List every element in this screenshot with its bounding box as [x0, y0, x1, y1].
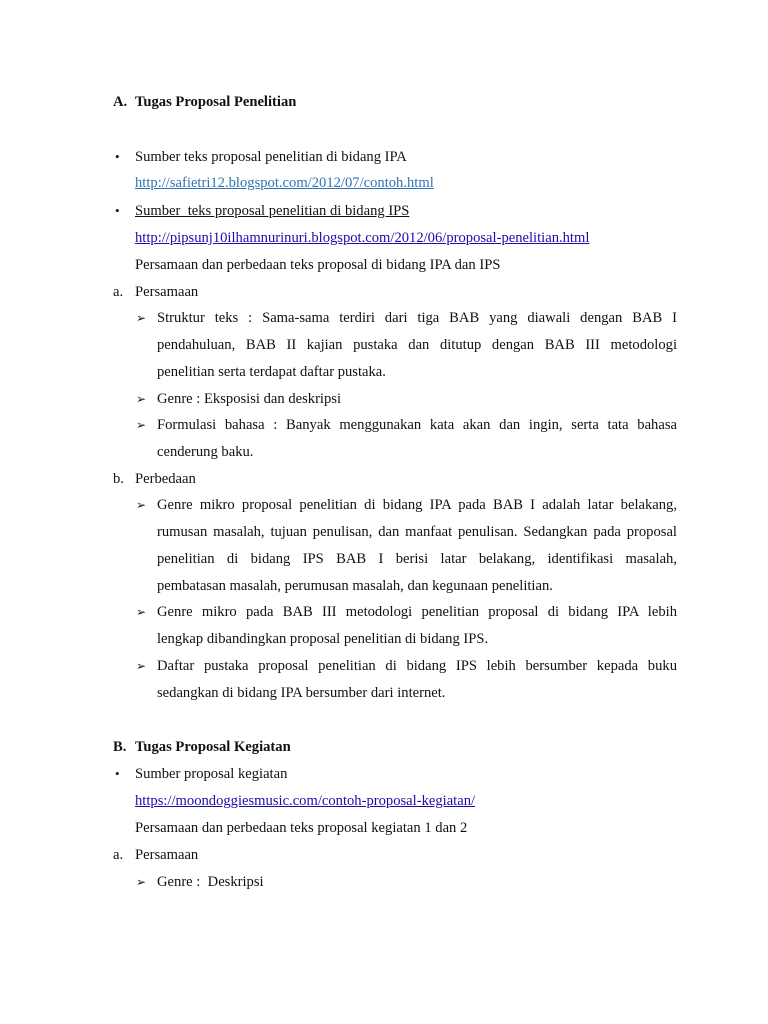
struktur-line-3: penelitian serta terdapat daftar pustaka.	[157, 364, 386, 380]
perbedaan-1-line-1: Genre mikro proposal penelitian di bidang IPA pada BAB I adalah latar belakang,	[157, 497, 677, 513]
perbedaan-3-line-1: Daftar pustaka proposal penelitian di bidang IPS lebih bersumber kepada buku	[157, 658, 677, 674]
perbedaan-1-line-2: rumusan masalah, tujuan penulisan, dan manfaat penulisan. Sedangkan pada proposal	[157, 524, 677, 540]
section-a-title: Tugas Proposal Penelitian	[135, 94, 297, 110]
formulasi-line-2: cenderung baku.	[157, 444, 254, 460]
section-b-letter: B.	[113, 739, 127, 755]
struktur-line-1: Struktur teks : Sama-sama terdiri dari tiga BAB yang diawali dengan BAB I	[157, 310, 677, 326]
kegiatan-source-text: Sumber proposal kegiatan	[135, 766, 288, 782]
perbedaan-2-line-2: lengkap dibandingkan proposal penelitian di bidang IPS.	[157, 631, 489, 647]
ips-source-text: Sumber teks proposal penelitian di bidang IPS	[135, 203, 410, 219]
arrow-bullet-icon: ➢	[136, 875, 147, 889]
kegiatan-persamaan-label: Persamaan	[135, 847, 199, 863]
persamaan-letter: a.	[113, 284, 124, 300]
formulasi-line-1: Formulasi bahasa : Banyak menggunakan kata akan dan ingin, serta tata bahasa	[157, 417, 677, 433]
ipa-source-link[interactable]: http://safietri12.blogspot.com/2012/07/contoh.html	[135, 175, 434, 191]
arrow-bullet-icon: ➢	[136, 659, 147, 673]
kegiatan-genre-line: Genre : Deskripsi	[157, 874, 264, 890]
bullet-icon: •	[115, 203, 120, 218]
perbedaan-2-line-1: Genre mikro pada BAB III metodologi penelitian proposal di bidang IPA lebih	[157, 604, 677, 620]
arrow-bullet-icon: ➢	[136, 311, 147, 325]
arrow-bullet-icon: ➢	[136, 498, 147, 512]
ipa-source-text: Sumber teks proposal penelitian di bidang IPA	[135, 149, 407, 165]
arrow-bullet-icon: ➢	[136, 392, 147, 406]
perbedaan-1-line-4: pembatasan masalah, perumusan masalah, dan kegunaan penelitian.	[157, 578, 553, 594]
kegiatan-comparison-intro: Persamaan dan perbedaan teks proposal kegiatan 1 dan 2	[135, 820, 468, 836]
bullet-icon: •	[115, 149, 120, 164]
kegiatan-source-link[interactable]: https://moondoggiesmusic.com/contoh-proposal-kegiatan/	[135, 793, 476, 809]
perbedaan-label: Perbedaan	[135, 471, 196, 487]
arrow-bullet-icon: ➢	[136, 605, 147, 619]
section-b-title: Tugas Proposal Kegiatan	[135, 739, 291, 755]
genre-line: Genre : Eksposisi dan deskripsi	[157, 391, 342, 407]
kegiatan-persamaan-letter: a.	[113, 847, 124, 863]
struktur-line-2: pendahuluan, BAB II kajian pustaka dan ditutup dengan BAB III metodologi	[157, 337, 677, 353]
ips-source-link[interactable]: http://pipsunj10ilhamnurinuri.blogspot.com/2012/06/proposal-penelitian.html	[135, 230, 590, 246]
perbedaan-1-line-3: penelitian di bidang IPS BAB I berisi latar belakang, identifikasi masalah,	[157, 551, 677, 567]
comparison-intro: Persamaan dan perbedaan teks proposal di bidang IPA dan IPS	[135, 257, 501, 273]
persamaan-label: Persamaan	[135, 284, 199, 300]
perbedaan-letter: b.	[113, 471, 124, 487]
perbedaan-3-line-2: sedangkan di bidang IPA bersumber dari internet.	[157, 685, 446, 701]
section-a-letter: A.	[113, 94, 128, 110]
arrow-bullet-icon: ➢	[136, 418, 147, 432]
bullet-icon: •	[115, 766, 120, 781]
